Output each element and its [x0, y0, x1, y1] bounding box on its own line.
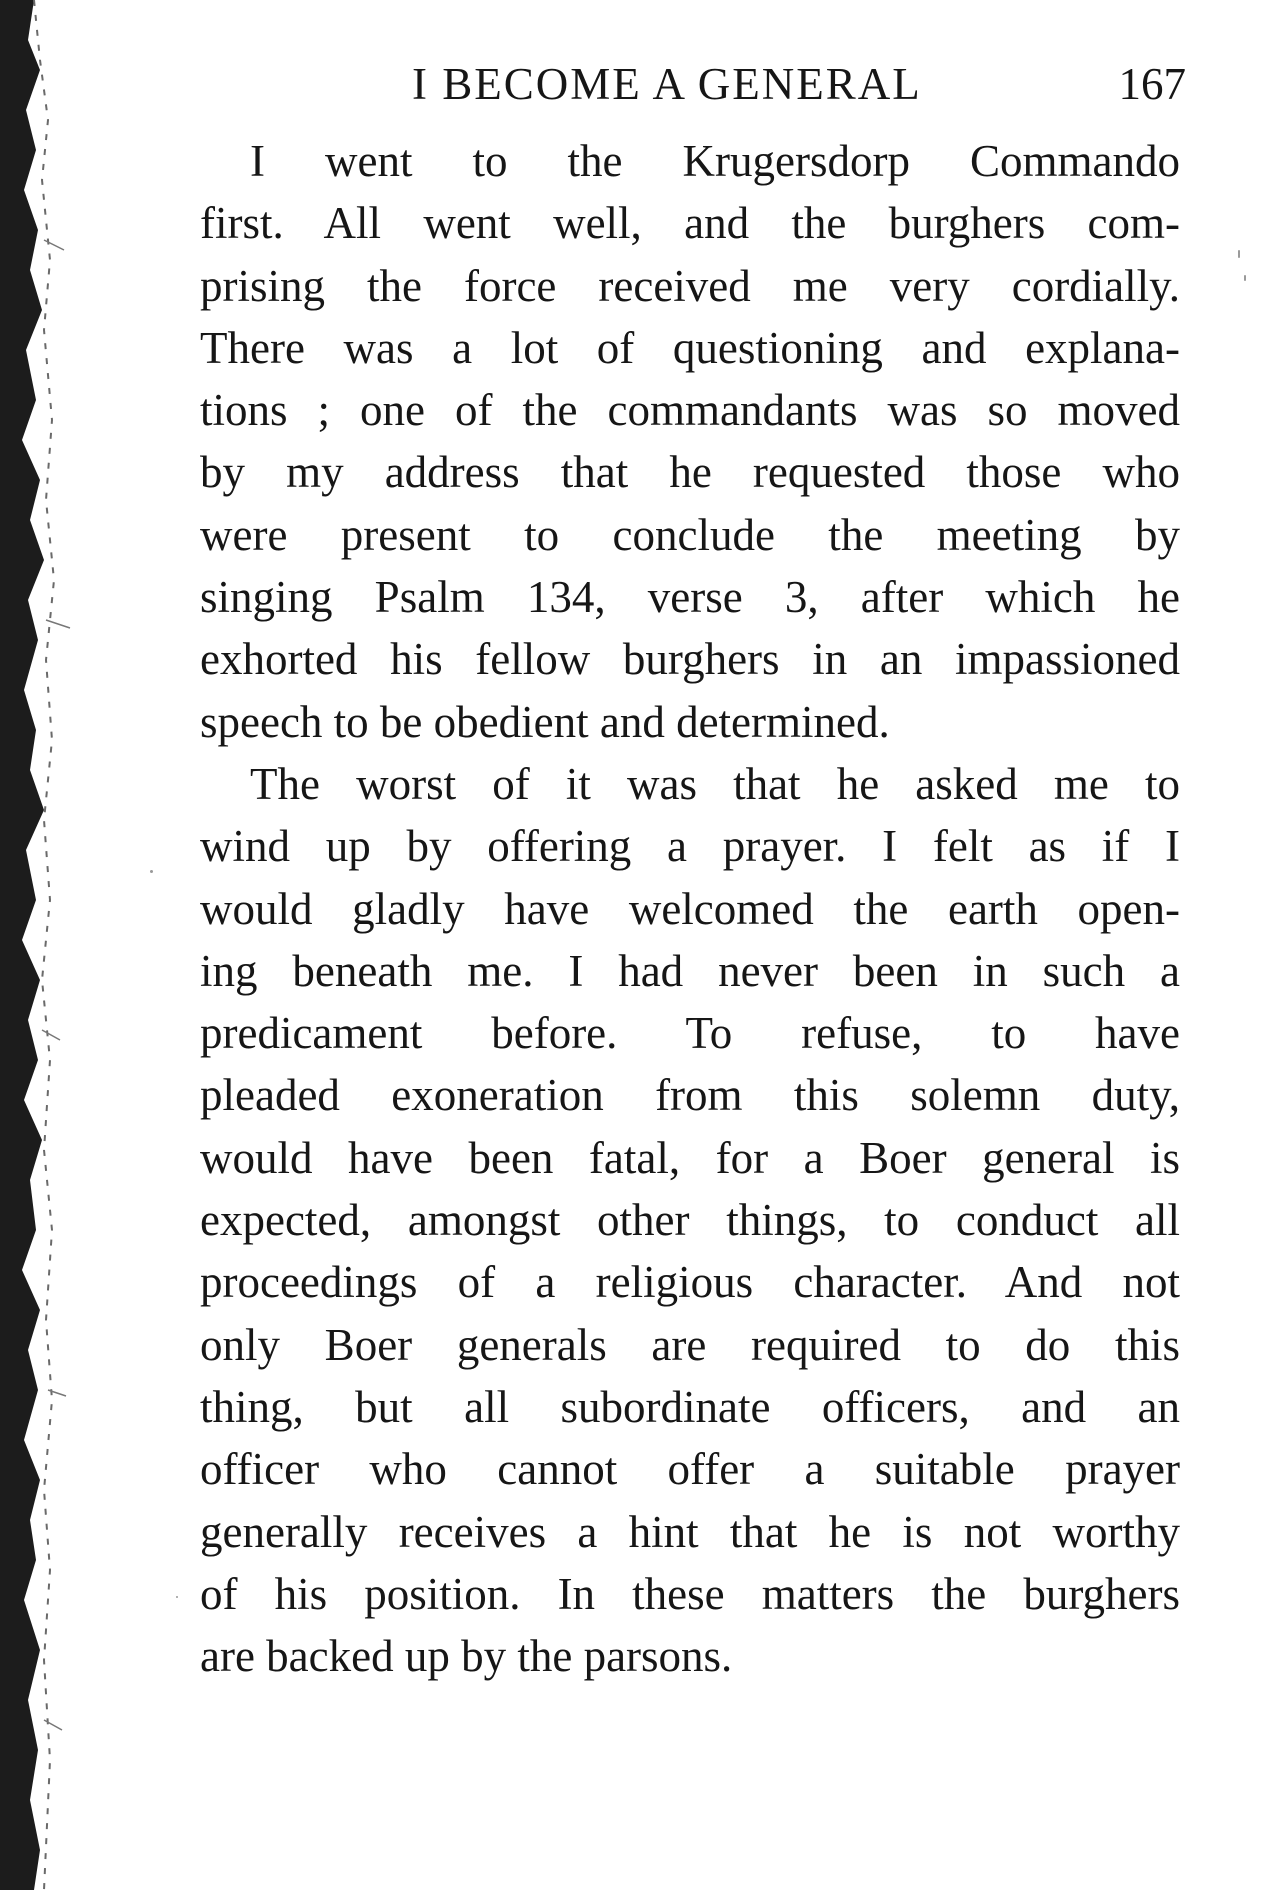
text-line: would have been fatal, for a Boer general is — [200, 1132, 1180, 1183]
text-line: prising the force received me very cordially. — [200, 260, 1180, 311]
text-line: The worst of it was that he asked me to — [250, 758, 1180, 809]
text-line: pleaded exoneration from this solemn duty, — [200, 1070, 1180, 1121]
text-line: are backed up by the parsons. — [200, 1631, 733, 1682]
torn-binding-edge — [0, 0, 110, 1890]
page-number: 167 — [1118, 59, 1186, 109]
text-line: thing, but all subordinate officers, and an — [200, 1381, 1180, 1432]
text-line: expected, amongst other things, to conduct all — [200, 1195, 1180, 1246]
body-text — [200, 130, 1180, 1687]
text-line: generally receives a hint that he is not worthy — [200, 1506, 1180, 1557]
text-line: would gladly have welcomed the earth open- — [200, 883, 1180, 934]
text-line: by my address that he requested those who — [200, 447, 1180, 498]
scan-speck — [1238, 250, 1240, 258]
text-line: were present to conclude the meeting by — [200, 509, 1180, 560]
running-head — [200, 58, 1190, 108]
scan-speck — [176, 1596, 178, 1598]
text-line: wind up by offering a prayer. I felt as if I — [200, 821, 1180, 872]
text-line: singing Psalm 134, verse 3, after which he — [200, 572, 1180, 623]
scan-speck — [150, 870, 153, 873]
text-line: of his position. In these matters the burghers — [200, 1568, 1180, 1619]
text-line: officer who cannot offer a suitable prayer — [200, 1444, 1180, 1495]
text-line: ing beneath me. I had never been in such a — [200, 945, 1180, 996]
chapter-title: I BECOME A GENERAL — [412, 59, 922, 109]
paragraph — [200, 753, 1180, 1687]
text-line: tions ; one of the commandants was so moved — [200, 385, 1180, 436]
scan-speck — [1244, 275, 1246, 281]
text-line: proceedings of a religious character. And not — [200, 1257, 1180, 1308]
text-line: exhorted his fellow burghers in an impassioned — [200, 634, 1180, 685]
text-line: first. All went well, and the burghers com- — [200, 198, 1180, 249]
text-line: There was a lot of questioning and explana- — [200, 322, 1180, 373]
paragraph — [200, 130, 1180, 753]
text-line: I went to the Krugersdorp Commando — [250, 136, 1180, 186]
text-line: predicament before. To refuse, to have — [200, 1008, 1180, 1059]
text-line: speech to be obedient and determined. — [200, 696, 890, 747]
text-line: only Boer generals are required to do this — [200, 1319, 1180, 1370]
